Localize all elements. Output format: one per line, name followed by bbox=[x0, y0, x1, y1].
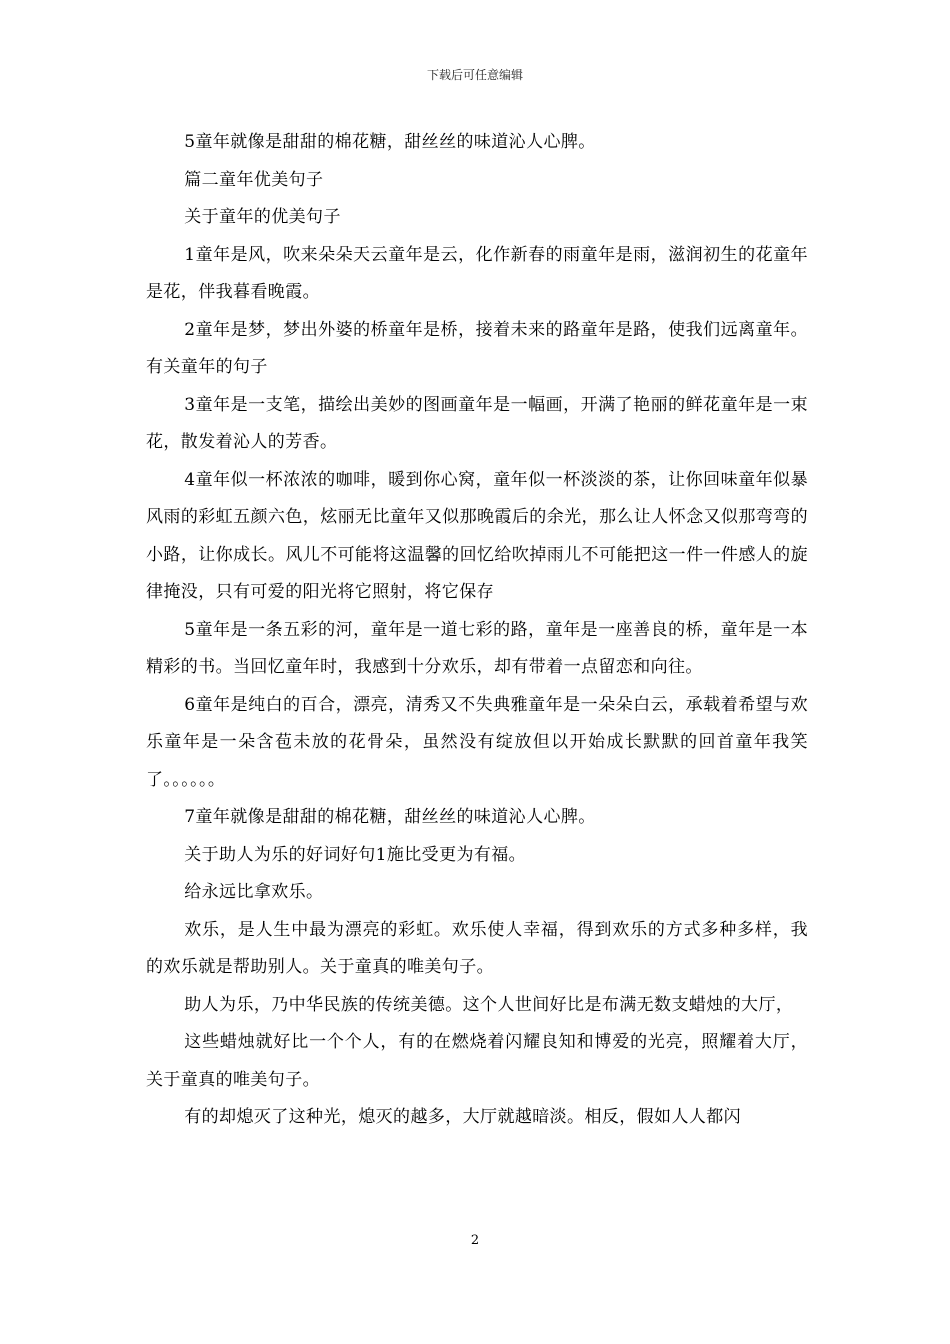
paragraph: 5童年是一条五彩的河，童年是一道七彩的路，童年是一座善良的桥，童年是一本精彩的书。当回忆童年时，我感到十分欢乐，却有带着一点留恋和向往。 bbox=[146, 619, 808, 677]
document-body bbox=[146, 124, 808, 1137]
paragraph: 有的却熄灭了这种光，熄灭的越多，大厅就越暗淡。相反，假如人人都闪 bbox=[184, 1107, 742, 1127]
paragraph: 关于助人为乐的好词好句1施比受更为有福。 bbox=[184, 844, 527, 865]
section-heading: 篇二童年优美句子 bbox=[184, 169, 324, 190]
section-subheading: 关于童年的优美句子 bbox=[184, 207, 341, 227]
paragraph: 3童年是一支笔，描绘出美妙的图画童年是一幅画，开满了艳丽的鲜花童年是一束花，散发着沁人的芳香。 bbox=[146, 394, 808, 452]
paragraph: 2童年是梦，梦出外婆的桥童年是桥，接着未来的路童年是路，使我们远离童年。有关童年的句子 bbox=[146, 319, 808, 377]
paragraph: 助人为乐，乃中华民族的传统美德。这个人世间好比是布满无数支蜡烛的大厅， bbox=[184, 994, 794, 1015]
paragraph: 欢乐，是人生中最为漂亮的彩虹。欢乐使人幸福，得到欢乐的方式多种多样，我的欢乐就是帮助别人。关于童真的唯美句子。 bbox=[146, 919, 808, 977]
paragraph: 这些蜡烛就好比一个个人，有的在燃烧着闪耀良知和博爱的光亮，照耀着大厅，关于童真的唯美句子。 bbox=[146, 1032, 808, 1090]
paragraph: 给永远比拿欢乐。 bbox=[184, 882, 324, 902]
paragraph: 1童年是风，吹来朵朵天云童年是云，化作新春的雨童年是雨，滋润初生的花童年是花，伴我暮看晚霞。 bbox=[146, 244, 808, 302]
paragraph: 5童年就像是甜甜的棉花糖，甜丝丝的味道沁人心脾。 bbox=[184, 132, 596, 152]
paragraph: 6童年是纯白的百合，漂亮，清秀又不失典雅童年是一朵朵白云，承载着希望与欢乐童年是一朵含苞未放的花骨朵，虽然没有绽放但以开始成长默默的回首童年我笑了。。。。。。 bbox=[146, 694, 808, 790]
paragraph: 4童年似一杯浓浓的咖啡，暖到你心窝，童年似一杯淡淡的茶，让你回味童年似暴风雨的彩虹五颜六色，炫丽无比童年又似那晚霞后的余光，那么让人怀念又似那弯弯的小路，让你成长。风儿不可能将这温馨的回忆给吹掉雨儿不可能把这一件一件感人的旋律掩没，只有可爱的阳光将它照射，将它保存 bbox=[146, 469, 808, 602]
paragraph: 7童年就像是甜甜的棉花糖，甜丝丝的味道沁人心脾。 bbox=[184, 807, 596, 827]
page-header: 下载后可任意编辑 bbox=[426, 68, 523, 82]
page-number: 2 bbox=[470, 1233, 480, 1248]
